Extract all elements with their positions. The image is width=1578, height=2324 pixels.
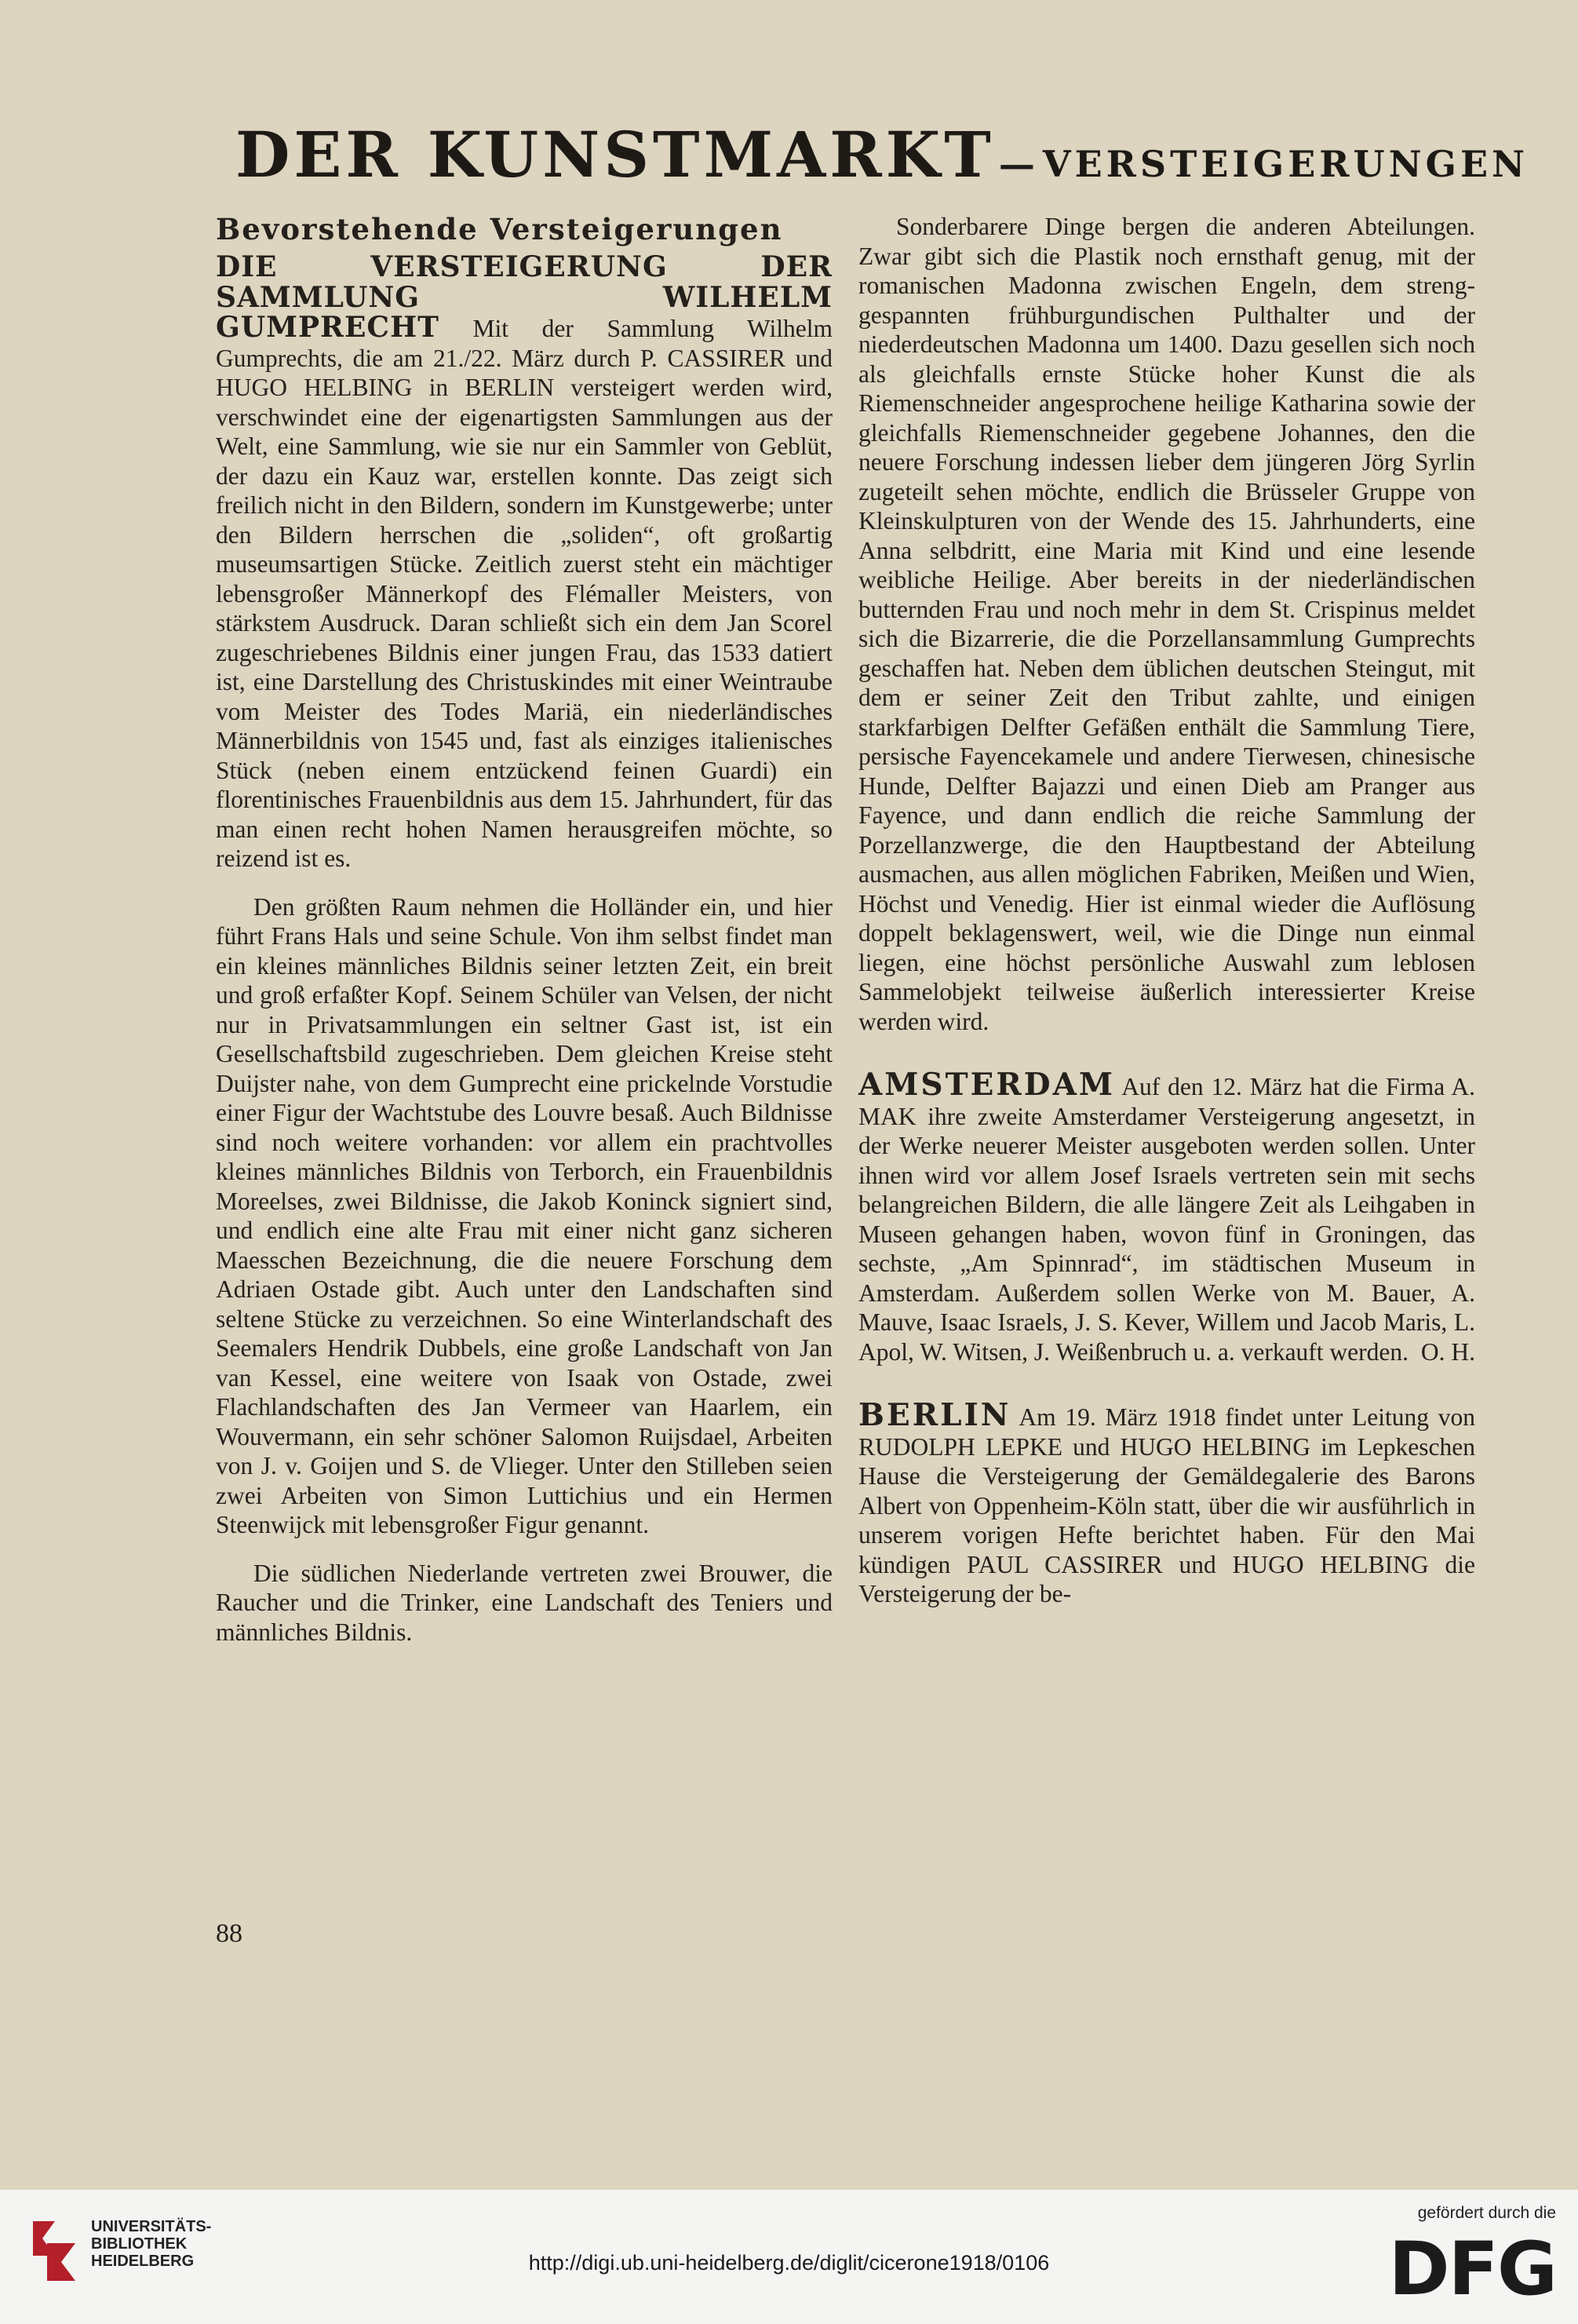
funded-by-label: gefördert durch die [1417, 2204, 1556, 2222]
right-paragraph-1: Sonderbarere Dinge bergen die anderen Abteilungen. Zwar gibt sich die Plastik noch ernsthaft genug, mit der romanischen Madonna zwischen Engeln, dem streng-gespannten frühburgundischen Pulthalter und der niederdeutschen Madonna um 1400. Dazu gesellen sich noch als gleichfalls ernste Stücke hoher Kunst die als Riemenschneider angesprochene heilige Katharina sowie der gleichfalls Riemenschneider gegebene Johannes, den die neuere Forschung indessen lieber dem jüngeren Jörg Syrlin zugeteilt sehen möchte, endlich die Brüsseler Gruppe von Kleinskulpturen von der Wende des 15. Jahrhunderts, eine Anna selbdritt, eine Maria mit Kind und eine lesende weibliche Heilige. Aber bereits in der niederländischen butternden Frau und noch mehr in dem St. Crispinus meldet sich die Bizarrerie, die die Porzellansammlung Gumprechts geschaffen hat. Neben dem üblichen deutschen Steingut, mit dem er seiner Zeit den Tribut zahlte, und einigen starkfarbigen Delfter Gefäßen enthält die Sammlung Tiere, persische Fayencekamele und andere Tierwesen, chinesische Hunde, Delfter Bajazzi und einen Dieb am Pranger aus Fayence, und dann endlich die reiche Sammlung der Porzellanzwerge, die den Hauptbestand der Abteilung ausmachen, aus allen möglichen Fabriken, Meißen und Wien, Höchst und Venedig. Hier ist einmal wieder die Auflösung doppelt beklagenswert, weil, wie die Dinge nun einmal liegen, eine höchst persönliche Auswahl zum leblosen Sammelobjekt teilweise äußerlich interessierter Kreise werden wird. [858, 213, 1475, 1035]
berlin-heading: BERLIN [858, 1397, 1011, 1433]
permalink-url[interactable]: http://digi.ub.uni-heidelberg.de/diglit/cicerone1918/0106 [528, 2251, 1050, 2275]
article-paragraph-3: Die südlichen Niederlande vertreten zwei Brouwer, die Raucher und die Trinker, eine Landschaft des Teniers und männliches Bildnis. [216, 1559, 833, 1646]
masthead-dash: — [998, 143, 1039, 185]
viewer-footer [0, 2190, 1578, 2324]
logo-line-2: BIBLIOTHEK [91, 2235, 188, 2253]
masthead-title: DER KUNSTMARKT [235, 118, 995, 192]
page-number: 88 [216, 1919, 242, 1948]
berlin-text: Am 19. März 1918 findet unter Leitung von RUDOLPH LEPKE und HUGO HELBING im Lepkeschen Hause die Versteigerung der Gemäldegalerie des Barons Albert von Oppenheim-Köln statt, über die wir ausführlich in unserem vorigen Hefte berichtet haben. Für den Mai kündigen PAUL CASSIRER und HUGO HELBING die Versteigerung der be- [858, 1403, 1476, 1607]
amsterdam-section [858, 1067, 1476, 1366]
amsterdam-heading: AMSTERDAM [858, 1067, 1116, 1103]
section-heading: Bevorstehende Versteigerungen [216, 212, 783, 246]
amsterdam-text: Auf den 12. März hat die Firma A. MAK ihre zweite Amsterdamer Versteigerung angesetzt, in der Werke neuerer Meister ausgeboten werden sollen. Unter ihnen wird vor allem Josef Israels vertreten sein mit sechs belangreichen Bildern, die alle längere Zeit als Leihgaben in Museen gehangen haben, wovon fünf in Groningen, das sechste, „Am Spinnrad“, im städtischen Museum in Amsterdam. Außerdem sollen Werke von M. Bauer, A. Mauve, Isaac Israels, J. S. Kever, Willem und Jacob Maris, L. Apol, W. Witsen, J. Weißenbruch u. a. verkauft werden. [858, 1073, 1476, 1366]
article-lead-title: DIE VERSTEIGERUNG DER SAMMLUNG WILHELM GUMPRECHT [216, 250, 833, 344]
dfg-logo: DFG [1388, 2227, 1556, 2312]
article-paragraph-2: Den größten Raum nehmen die Holländer ein, und hier führt Frans Hals und seine Schule. Von ihm selbst findet man ein kleines männliches Bildnis seiner letzten Zeit, ein breit und groß erfaßter Kopf. Seinem Schüler van Velsen, der nicht nur in Privatsammlungen ein seltner Gast ist, ist ein Gesellschaftsbild zugeschrieben. Dem gleichen Kreise steht Duijster nahe, von dem Gumprecht eine prickelnde Vorstudie einer Figur der Wachtstube des Louvre besaß. Auch Bildnisse sind noch weitere vorhanden: vor allem ein prachtvolles kleines männliches Bildnis von Terborch, ein Frauenbildnis Moreelses, zwei Bildnisse, die Jakob Koninck signiert sind, und endlich eine alte Frau mit einer nicht ganz sicheren Maesschen Bezeichnung, die die neuere Forschung dem Adriaen Ostade gibt. Auch unter den Landschaften sind seltene Stücke zu verzeichnen. So eine Winterlandschaft des Seemalers Hendrik Dubbels, eine große Landschaft von Jan van Kessel, eine weitere von Isaak von Ostade, zwei Flachlandschaften des Jan Vermeer van Haarlem, ein Wouvermann, ein sehr schöner Salomon Ruijsdael, Arbeiten von J. v. Goijen und S. de Vlieger. Unter den Stilleben seien zwei Arbeiten von Simon Luttichius und ein Hermen Steenwijck mit lebensgroßer Figur genannt. [216, 892, 833, 1538]
article-paragraph-1-text: Mit der Sammlung Wilhelm Gumprechts, die am 21./22. März durch P. CASSIRER und HUGO HELBING in BERLIN versteigert werden wird, verschwindet eine der eigenartigsten Sammlungen aus der Welt, eine Sammlung, wie sie nur ein Sammler von Geblüt, der dazu ein Kauz war, erstellen konnte. Das zeigt sich freilich nicht in den Bildern, sondern im Kunstgewerbe; unter den Bildern herrschen die „soliden“, oft großartig museumsartigen Stücke. Zeitlich zuerst steht ein mächtiger lebensgroßer Männerkopf des Flémaller Meisters, von stärkstem Ausdruck. Daran schließt sich ein dem Jan Scorel zugeschriebenes Bildnis einer jungen Frau, das 1533 datiert ist, eine Darstellung des Christuskindes mit einer Weintraube vom Meister des Todes Mariä, ein niederländisches Männerbildnis von 1545 und, fast als einziges italienisches Stück (neben einem entzückend feinen Guardi) ein florentinisches Frauenbildnis aus dem 15. Jahrhundert, für das man einen recht hohen Namen herausgreifen möchte, so reizend ist es. [216, 315, 833, 872]
left-column [216, 212, 833, 1647]
right-column [858, 212, 1475, 1609]
masthead [235, 118, 1529, 220]
berlin-section [858, 1397, 1476, 1609]
article-paragraph-1 [216, 250, 833, 874]
logo-line-1: UNIVERSITÄTS- [91, 2218, 212, 2235]
masthead-subtitle: VERSTEIGERUNGEN [1042, 143, 1529, 185]
amsterdam-signature: O. H. [1420, 1337, 1475, 1366]
logo-line-3: HEIDELBERG [91, 2253, 195, 2270]
